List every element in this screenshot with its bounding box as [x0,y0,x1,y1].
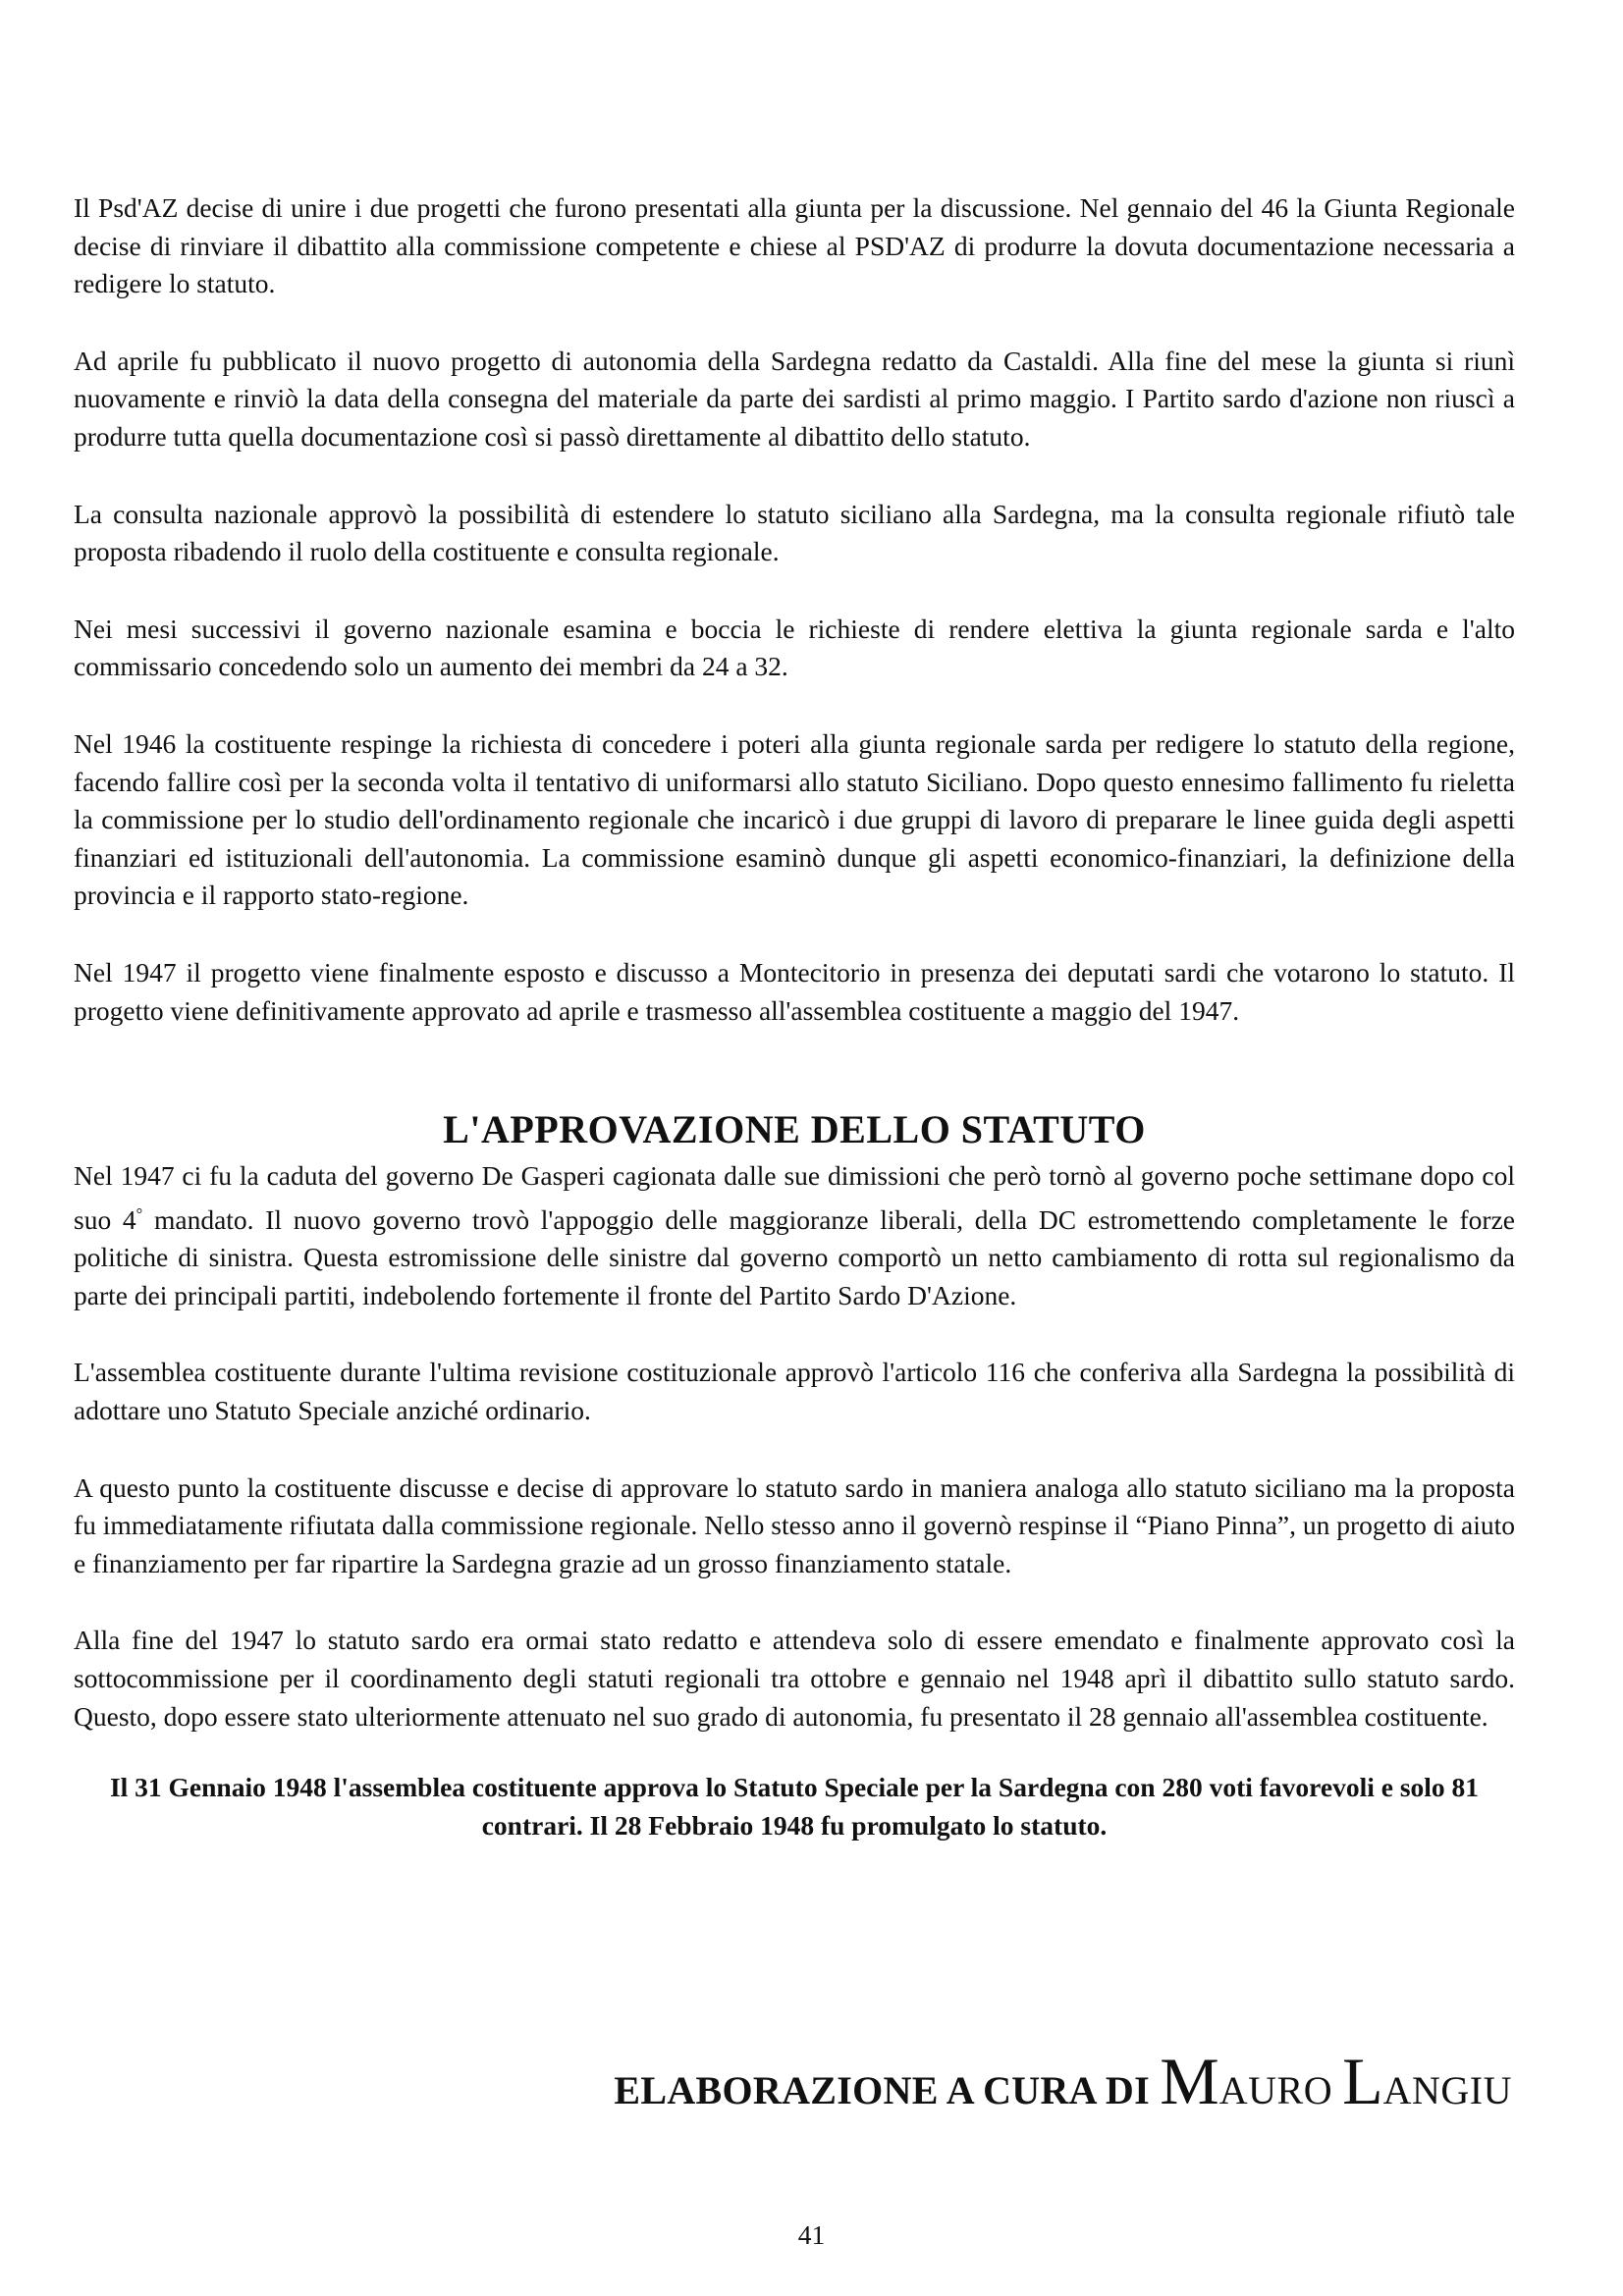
paragraph-mesi-successivi: Nei mesi successivi il governo nazionale esamina e boccia le richieste di rendere elettiva la giunta regionale sarda e l'alto commissario concedendo solo un aumento dei membri da 24 a 32. [74,613,1515,682]
author-signature [511,2042,1512,2130]
paragraph-aprile-castaldi: Ad aprile fu pubblicato il nuovo progetto di autonomia della Sardegna redatto da Castaldi. Alla fine del mese la giunta si riunì nuovamente e rinviò la data della consegna del materiale da parte dei sardisti al primo maggio. I Partito sardo d'azione non riuscì a produrre tutta quella documentazione così si passò direttamente al dibattito dello statuto. [74,345,1515,452]
paragraph-fine-1947: Alla fine del 1947 lo statuto sardo era ormai stato redatto e attendeva solo di essere emendato e finalmente approvato così la sottocommissione per il coordinamento degli statuti regionali tra ottobre e gennaio nel 1948 aprì il dibattito sullo statuto sardo. Questo, dopo essere stato ulteriormente attenuato nel suo grado di autonomia, fu presentato il 28 gennaio all'assemblea costituente. [74,1625,1515,1732]
signature-first-initial: M [1160,2044,1219,2118]
paragraph-piano-pinna: A questo punto la costituente discusse e decise di approvare lo statuto sardo in maniera analoga allo statuto siciliano ma la proposta fu immediatamente rifiutata dalla commissione regionale. Nello stesso anno il governò respinse il “Piano Pinna”, un progetto di aiuto e finanziamento per far ripartire la Sardegna grazie ad un grosso finanziamento statale. [74,1471,1515,1578]
signature-last-initial: L [1342,2044,1383,2118]
signature-last-rest: ANGIU [1382,2068,1512,2112]
paragraph-caduta-governo-part1: Nel 1947 ci fu la caduta del governo De Gasperi cagionata dalle sue dimissioni che però tornò al governo poche settimane dopo col suo 4 [74,1160,1515,1235]
document-body [74,189,1515,1844]
paragraph-consulta-nazionale: La consulta nazionale approvò la possibilità di estendere lo statuto siciliano alla Sardegna, ma la consulta regionale rifiutò tale proposta ribadendo il ruolo della costituente e consulta regionale. [74,498,1515,567]
paragraph-psdaz-progetti: Il Psd'AZ decise di unire i due progetti che furono presentati alla giunta per la discussione. Nel gennaio del 46 la Giunta Regionale decise di rinviare il dibattito alla commissione competente e chiese al PSD'AZ di produrre la dovuta documentazione necessaria a redigere lo statuto. [74,192,1515,299]
signature-prefix: ELABORAZIONE A CURA DI [614,2068,1161,2112]
approval-note: Il 31 Gennaio 1948 l'assemblea costituente approva lo Statuto Speciale per la Sardegna con 280 voti favorevoli e solo 81 contrari. Il 28 Febbraio 1948 fu promulgato lo statuto. [109,1772,1480,1841]
paragraph-caduta-governo [74,1157,1515,1314]
section-title: L'APPROVAZIONE DELLO STATUTO [443,1107,1146,1152]
paragraph-nel-1946: Nel 1946 la costituente respinge la richiesta di concedere i poteri alla giunta regionale sarda per redigere lo statuto della regione, facendo fallire così per la seconda volta il tentativo di uniformarsi allo statuto Siciliano. Dopo questo ennesimo fallimento fu rieletta la commissione per lo studio dell'ordinamento regionale che incaricò i due gruppi di lavoro di preparare le linee guida degli aspetti finanziari ed istituzionali dell'autonomia. La commissione esaminò dunque gli aspetti economico-finanziari, la definizione della provincia e il rapporto stato-regione. [74,727,1515,911]
page-number: 41 [797,2219,826,2250]
degree-sign: ° [135,1203,143,1223]
signature-first-rest: AURO [1218,2068,1333,2112]
paragraph-caduta-governo-part2: mandato. Il nuovo governo trovò l'appoggio delle maggioranze liberali, della DC estromettendo completamente le forze politiche di sinistra. Questa estromissione delle sinistre dal governo comportò un netto cambiamento di rotta sul regionalismo da parte dei principali partiti, indebolendo fortemente il fronte del Partito Sardo D'Azione. [74,1203,1515,1310]
paragraph-nel-1947-montecitorio: Nel 1947 il progetto viene finalmente esposto e discusso a Montecitorio in presenza dei deputati sardi che votarono lo statuto. Il progetto viene definitivamente approvato ad aprile e trasmesso all'assemblea costituente a maggio del 1947. [74,956,1515,1026]
paragraph-articolo-116: L'assemblea costituente durante l'ultima revisione costituzionale approvò l'articolo 116 che conferiva alla Sardegna la possibilità di adottare uno Statuto Speciale anziché ordinario. [74,1357,1515,1425]
